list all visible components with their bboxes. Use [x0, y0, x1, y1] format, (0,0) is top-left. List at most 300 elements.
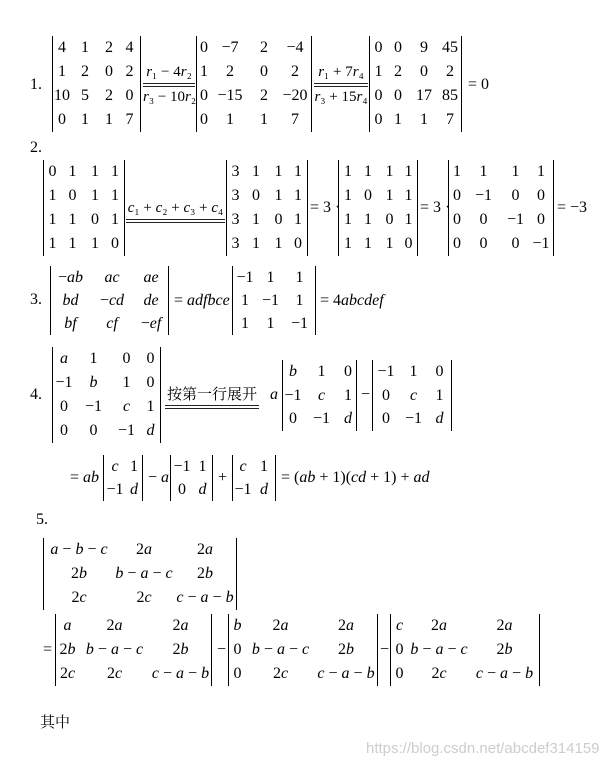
- matrix-entry: 0: [200, 87, 208, 104]
- math-variable: d: [130, 481, 138, 498]
- matrix-entry: 0: [48, 163, 57, 180]
- math-variable: c: [239, 458, 247, 475]
- p2-determinant-step-2: [338, 160, 418, 256]
- matrix-entry: 1: [68, 235, 77, 252]
- math-variable: r: [185, 89, 191, 105]
- math-variable: d: [435, 410, 444, 427]
- math-variable: b: [410, 641, 419, 658]
- matrix-entry: 0: [344, 363, 352, 380]
- matrix-entry: 0: [252, 187, 260, 204]
- matrix-entry: 2b: [172, 641, 189, 658]
- matrix-entry: 5: [81, 87, 89, 104]
- matrix-entry: −1: [506, 211, 525, 228]
- matrix-entry: 0: [260, 63, 268, 80]
- math-variable: c: [111, 458, 119, 475]
- matrix-entry: 2b: [338, 641, 354, 658]
- matrix-entry: 1: [260, 111, 268, 128]
- math-variable: b: [346, 641, 354, 658]
- math-variable: c: [183, 200, 191, 216]
- math-variable: a: [341, 665, 350, 682]
- matrix-entry: 0: [374, 87, 383, 104]
- math-variable: a: [270, 386, 278, 403]
- matrix-entry: 1: [146, 398, 155, 415]
- math-variable: d: [344, 410, 352, 427]
- matrix-entry: −1: [117, 422, 136, 439]
- matrix-entry: 1: [111, 187, 119, 204]
- p2-equals-factor-2: = 3 ·: [420, 199, 451, 216]
- p3-determinant-step-1: [232, 266, 316, 335]
- math-variable: ac: [104, 269, 120, 286]
- matrix-entry: −1: [84, 398, 103, 415]
- p4-determinant-given: [52, 347, 161, 443]
- matrix-entry: c − a − b: [151, 665, 210, 682]
- matrix-entry: 1: [479, 163, 488, 180]
- matrix-entry: 2a: [172, 617, 189, 634]
- matrix-entry: [112, 395, 141, 419]
- math-variable: a: [439, 617, 447, 634]
- problem-number: 4.: [30, 386, 42, 403]
- p2-equals-factor-1: = 3 ·: [310, 199, 341, 216]
- math-variable: bd: [62, 292, 79, 309]
- matrix-entry: 0: [479, 235, 488, 252]
- matrix-entry: 1: [198, 458, 207, 475]
- matrix-entry: b − a − c: [115, 565, 173, 582]
- matrix-entry: [253, 478, 275, 501]
- math-variable: b: [233, 617, 242, 634]
- matrix-entry: 2c: [431, 665, 447, 682]
- matrix-entry: b − a − c: [85, 641, 144, 658]
- p5-minus-sign-1: −: [217, 641, 227, 658]
- matrix-entry: 0: [374, 39, 383, 56]
- matrix-entry: 2c: [272, 665, 289, 682]
- math-variable: a: [161, 469, 170, 486]
- matrix-entry: 2: [260, 39, 268, 56]
- math-variable: bf: [64, 315, 77, 332]
- matrix-entry: 1: [105, 111, 113, 128]
- matrix-entry: 0: [91, 211, 99, 228]
- matrix-entry: 2a: [431, 617, 447, 634]
- math-variable: a: [180, 617, 189, 634]
- problem-number: 2.: [30, 139, 42, 156]
- math-variable: d: [260, 481, 268, 498]
- p5-minus-sign-2: −: [380, 641, 390, 658]
- matrix-entry: 1: [274, 187, 283, 204]
- matrix-entry: [141, 419, 160, 443]
- matrix-entry: 2c: [59, 665, 76, 682]
- math-variable: c: [79, 589, 87, 606]
- matrix-entry: 0: [125, 87, 134, 104]
- matrix-entry: 2: [394, 63, 402, 80]
- p2-result: = −3: [557, 199, 588, 216]
- math-variable: c: [100, 541, 108, 558]
- math-variable: b: [85, 641, 94, 658]
- p1-determinant-given: [52, 36, 141, 132]
- matrix-entry: 1: [409, 363, 418, 380]
- matrix-entry: 2a: [136, 541, 152, 558]
- matrix-entry: 1: [91, 235, 99, 252]
- matrix-entry: 1: [81, 111, 89, 128]
- double-line-arrow: [165, 405, 259, 409]
- matrix-entry: [126, 478, 142, 501]
- math-variable: a: [110, 641, 119, 658]
- operation-top: r₁ − 4r₂: [146, 64, 192, 80]
- matrix-entry: 0: [382, 386, 390, 404]
- p4-result: = (ab + 1)(cd + 1) + ad: [281, 469, 430, 486]
- matrix-entry: 2: [105, 87, 113, 104]
- math-variable: a: [205, 541, 213, 558]
- matrix-entry: 4: [125, 39, 134, 56]
- math-variable: c: [301, 641, 310, 658]
- math-variable: c: [409, 386, 418, 404]
- p4-minor-2: [372, 360, 452, 431]
- matrix-entry: [53, 347, 75, 371]
- matrix-entry: 1: [294, 187, 302, 204]
- matrix-entry: b − a − c: [410, 641, 468, 658]
- matrix-entry: −1: [404, 410, 423, 427]
- operation-top: r₁ + 7r₄: [318, 64, 364, 80]
- matrix-entry: 7: [125, 111, 134, 128]
- matrix-entry: 0: [122, 350, 131, 367]
- footer-text: 其中: [40, 713, 71, 731]
- math-variable: b: [115, 565, 124, 582]
- matrix-entry: 1: [404, 211, 413, 228]
- p4-line2-minor-3: [232, 455, 276, 501]
- matrix-entry: 1: [364, 235, 372, 252]
- math-variable: a: [63, 617, 72, 634]
- matrix-entry: −15: [217, 87, 243, 104]
- matrix-entry: 1: [266, 269, 275, 286]
- matrix-entry: 0: [60, 398, 68, 415]
- matrix-entry: 1: [537, 163, 545, 180]
- matrix-entry: 1: [385, 163, 394, 180]
- matrix-entry: 10: [54, 87, 70, 104]
- matrix-entry: c − a − b: [475, 665, 534, 682]
- matrix-entry: 0: [294, 235, 302, 252]
- matrix-entry: 2b: [59, 641, 76, 658]
- matrix-entry: 3: [231, 211, 240, 228]
- matrix-entry: −7: [221, 39, 239, 56]
- matrix-entry: 0: [382, 410, 390, 427]
- math-variable: b: [251, 641, 260, 658]
- matrix-entry: [283, 360, 303, 384]
- math-variable: a: [504, 617, 513, 634]
- matrix-entry: 1: [274, 163, 283, 180]
- math-variable: a: [276, 641, 285, 658]
- matrix-entry: 1: [252, 163, 260, 180]
- matrix-entry: 2b: [496, 641, 513, 658]
- math-variable: r: [143, 89, 149, 105]
- matrix-entry: [428, 407, 451, 431]
- p3-equals-factor: = adfbce: [174, 292, 230, 309]
- math-variable: c: [144, 589, 152, 606]
- matrix-entry: a − b − c: [50, 541, 108, 558]
- matrix-entry: 1: [294, 211, 302, 228]
- math-variable: a: [280, 617, 289, 634]
- matrix-entry: 0: [60, 422, 68, 439]
- matrix-entry: 1: [252, 211, 260, 228]
- math-variable: adfbce: [187, 292, 230, 309]
- matrix-entry: 0: [394, 39, 402, 56]
- problem-number: 5.: [36, 511, 48, 528]
- matrix-entry: 2c: [106, 665, 123, 682]
- matrix-entry: 2: [260, 87, 268, 104]
- matrix-entry: 1: [266, 315, 275, 332]
- matrix-entry: 2a: [496, 617, 513, 634]
- matrix-entry: 45: [442, 39, 458, 56]
- matrix-entry: −cd: [99, 292, 125, 309]
- p3-determinant-given: [50, 266, 169, 335]
- math-variable: b: [525, 665, 534, 682]
- math-variable: cf: [106, 315, 118, 332]
- math-variable: cd: [351, 469, 367, 486]
- matrix-entry: 1: [111, 211, 119, 228]
- matrix-entry: −1: [55, 374, 73, 391]
- math-variable: a: [144, 541, 152, 558]
- matrix-entry: 1: [252, 235, 260, 252]
- math-variable: d: [198, 481, 207, 498]
- p5-split-determinant-2: [228, 614, 378, 686]
- matrix-entry: [134, 266, 168, 289]
- matrix-entry: −1: [261, 292, 280, 309]
- matrix-entry: 0: [435, 363, 444, 380]
- p4-minus-sign: −: [361, 386, 371, 403]
- matrix-entry: 0: [511, 187, 520, 204]
- p1-determinant-step-1: [196, 36, 312, 132]
- matrix-entry: 0: [420, 63, 428, 80]
- p4-coefficient: [270, 383, 278, 407]
- math-variable: c: [114, 665, 123, 682]
- math-variable: a: [435, 641, 444, 658]
- operation-top: 按第一行展开: [166, 385, 257, 403]
- math-variable: a: [50, 541, 59, 558]
- matrix-entry: −1: [474, 187, 493, 204]
- matrix-entry: [75, 371, 112, 395]
- p1-row-operation-1: [143, 61, 195, 107]
- matrix-entry: 1: [91, 163, 99, 180]
- matrix-entry: [56, 614, 79, 638]
- matrix-entry: 0: [68, 187, 77, 204]
- matrix-entry: 1: [344, 187, 352, 204]
- math-variable: b: [201, 665, 210, 682]
- p2-determinant-step-1: [226, 160, 308, 256]
- p1-row-operation-2: [314, 61, 368, 107]
- math-variable: b: [180, 641, 189, 658]
- matrix-entry: [391, 614, 408, 638]
- matrix-entry: c − a − b: [176, 589, 234, 606]
- p4-line2-plus: +: [218, 469, 228, 486]
- matrix-entry: 2c: [136, 589, 152, 606]
- matrix-entry: −1: [236, 269, 254, 286]
- matrix-entry: 0: [233, 665, 242, 682]
- matrix-entry: −ef: [140, 315, 162, 332]
- matrix-entry: 2: [446, 63, 454, 80]
- matrix-entry: 0: [105, 63, 113, 80]
- math-variable: c: [280, 665, 289, 682]
- math-variable: r: [352, 64, 359, 80]
- math-variable: c: [439, 665, 447, 682]
- matrix-entry: −1: [377, 363, 395, 380]
- matrix-entry: 1: [404, 163, 413, 180]
- p4-expansion-note: [165, 383, 259, 409]
- math-variable: c: [211, 200, 219, 216]
- problem-number: 3.: [30, 291, 42, 308]
- math-variable: b: [289, 363, 297, 380]
- math-variable: c: [317, 665, 325, 682]
- matrix-entry: 1: [364, 211, 372, 228]
- matrix-entry: 1: [295, 269, 304, 286]
- math-variable: c: [122, 398, 131, 415]
- matrix-entry: 1: [48, 235, 57, 252]
- matrix-entry: −1: [312, 410, 331, 427]
- math-variable: b: [75, 541, 84, 558]
- matrix-entry: [193, 478, 212, 501]
- matrix-entry: 0: [111, 235, 119, 252]
- matrix-entry: 1: [226, 111, 234, 128]
- matrix-entry: 2: [291, 63, 299, 80]
- p4-minor-1: [282, 360, 357, 431]
- matrix-entry: 1: [130, 458, 138, 475]
- math-variable: c: [475, 665, 484, 682]
- matrix-entry: 1: [68, 211, 77, 228]
- matrix-entry: 1: [511, 163, 520, 180]
- matrix-entry: 0: [395, 665, 404, 682]
- matrix-entry: 0: [374, 111, 383, 128]
- matrix-entry: 1: [81, 39, 89, 56]
- math-variable: ab: [83, 469, 100, 486]
- matrix-entry: 0: [537, 187, 545, 204]
- matrix-entry: 1: [295, 292, 304, 309]
- math-variable: a: [346, 617, 354, 634]
- matrix-entry: 9: [420, 39, 428, 56]
- matrix-entry: 2: [125, 63, 134, 80]
- p3-result: = 4abcdef: [320, 292, 384, 309]
- matrix-entry: 0: [511, 235, 520, 252]
- matrix-entry: 1: [385, 187, 394, 204]
- matrix-entry: 1: [420, 111, 428, 128]
- p2-determinant-given: [43, 160, 125, 256]
- math-variable: b: [79, 565, 87, 582]
- matrix-entry: 0: [453, 235, 461, 252]
- matrix-entry: −1: [234, 481, 252, 498]
- matrix-entry: 0: [146, 350, 155, 367]
- matrix-entry: [233, 455, 253, 478]
- matrix-entry: 3: [231, 163, 240, 180]
- matrix-entry: 3: [231, 187, 240, 204]
- p4-line2-minor-1: [103, 455, 143, 501]
- math-variable: de: [143, 292, 159, 309]
- matrix-entry: 0: [364, 187, 372, 204]
- matrix-entry: −4: [286, 39, 304, 56]
- matrix-entry: 1: [111, 163, 119, 180]
- math-variable: c: [67, 665, 76, 682]
- matrix-entry: 0: [200, 111, 208, 128]
- p5-line2-equals: =: [43, 641, 53, 658]
- problem-number: 1.: [30, 76, 42, 93]
- p2-column-operation: [126, 197, 225, 223]
- matrix-entry: 2b: [197, 565, 213, 582]
- matrix-entry: 0: [453, 211, 461, 228]
- matrix-entry: 2a: [338, 617, 354, 634]
- matrix-entry: 1: [317, 363, 326, 380]
- math-variable: c: [317, 386, 326, 404]
- matrix-entry: 1: [58, 63, 66, 80]
- matrix-entry: 1: [364, 163, 372, 180]
- math-variable: b: [366, 665, 375, 682]
- matrix-entry: 1: [241, 315, 249, 332]
- matrix-entry: [134, 289, 168, 312]
- matrix-entry: −1: [284, 386, 302, 404]
- matrix-entry: 0: [453, 187, 461, 204]
- matrix-entry: 1: [48, 187, 57, 204]
- math-variable: a: [60, 350, 68, 367]
- matrix-entry: 1: [241, 292, 249, 309]
- matrix-entry: [399, 384, 428, 408]
- p1-determinant-step-2: [369, 36, 462, 132]
- math-variable: b: [504, 641, 513, 658]
- watermark: https://blog.csdn.net/abcdef314159: [366, 740, 600, 757]
- matrix-entry: [340, 407, 356, 431]
- matrix-entry: 0: [479, 211, 488, 228]
- matrix-entry: 0: [178, 481, 186, 498]
- matrix-entry: 1: [89, 350, 98, 367]
- matrix-entry: b − a − c: [251, 641, 310, 658]
- matrix-entry: 0: [89, 422, 98, 439]
- math-variable: c: [176, 589, 184, 606]
- matrix-entry: [90, 312, 134, 335]
- matrix-entry: 0: [289, 410, 297, 427]
- math-variable: ae: [143, 269, 159, 286]
- math-variable: c: [127, 200, 135, 216]
- matrix-entry: 1: [435, 386, 444, 404]
- matrix-entry: 0: [233, 641, 242, 658]
- p2-determinant-step-3: [448, 160, 554, 256]
- math-variable: a: [140, 565, 149, 582]
- math-variable: r: [146, 64, 153, 80]
- matrix-entry: 4: [58, 39, 66, 56]
- matrix-entry: −1: [173, 458, 191, 475]
- matrix-entry: 1: [122, 374, 131, 391]
- math-variable: abcdef: [341, 292, 384, 309]
- matrix-entry: [51, 312, 90, 335]
- operation-bottom: r₃ + 15r₄: [314, 89, 368, 105]
- math-variable: c: [395, 617, 404, 634]
- math-variable: cd: [108, 292, 125, 309]
- matrix-entry: 1: [344, 211, 352, 228]
- math-variable: ad: [413, 469, 430, 486]
- math-variable: ef: [149, 315, 162, 332]
- matrix-entry: 1: [453, 163, 461, 180]
- matrix-entry: 3: [231, 235, 240, 252]
- matrix-entry: 1: [200, 63, 208, 80]
- math-variable: a: [200, 589, 209, 606]
- matrix-entry: 0: [394, 87, 402, 104]
- matrix-entry: 1: [344, 235, 352, 252]
- math-variable: c: [165, 565, 173, 582]
- p5-split-determinant-1: [55, 614, 212, 686]
- matrix-entry: [90, 266, 134, 289]
- p5-split-determinant-3: [390, 614, 540, 686]
- matrix-entry: 2a: [106, 617, 123, 634]
- matrix-entry: 17: [416, 87, 432, 104]
- matrix-entry: 2: [81, 63, 89, 80]
- matrix-entry: 0: [146, 374, 155, 391]
- matrix-entry: 2a: [272, 617, 289, 634]
- p4-line2-minus: − a: [148, 469, 170, 486]
- matrix-entry: −1: [290, 315, 309, 332]
- matrix-entry: c − a − b: [317, 665, 375, 682]
- matrix-entry: 1: [404, 187, 413, 204]
- math-variable: c: [460, 641, 468, 658]
